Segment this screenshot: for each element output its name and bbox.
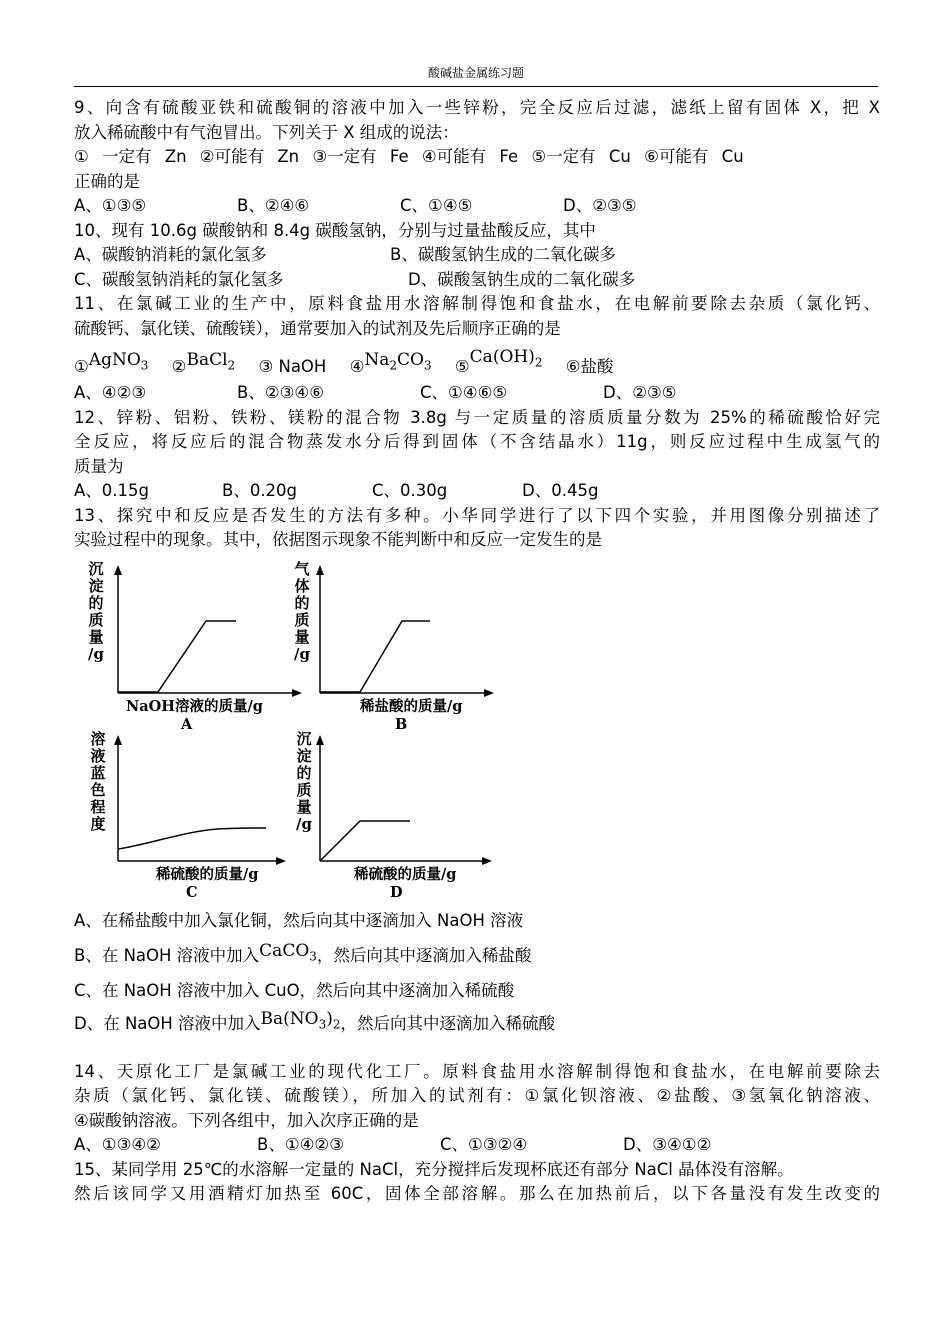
q11-options <box>74 381 880 406</box>
graph-c-xlabel: 稀硫酸的质量/g <box>156 865 259 883</box>
q14-option-c: C、①③②④ <box>440 1135 528 1154</box>
q9-option-d: D、②③⑤ <box>563 196 637 215</box>
graph-d-curve <box>320 821 410 861</box>
graph-c-ylabel: 溶 液 蓝 色 程 度 <box>90 729 106 833</box>
q12-line-1: 12、锌粉、铝粉、铁粉、镁粉的混合物 3.8g 与一定质量的溶质质量分数为 25%的稀硫酸恰好完 <box>74 407 880 427</box>
q9-line-3: ① 一定有 Zn ②可能有 Zn ③一定有 Fe ④可能有 Fe ⑤一定有 Cu ⑥可能有 Cu <box>74 147 744 166</box>
q11-line-2: 硫酸钙、氯化镁、硫酸镁），通常要加入的试剂及先后顺序正确的是 <box>74 318 561 338</box>
q11-option-c: C、①④⑥⑤ <box>420 383 508 402</box>
graph-a-ylabel: 沉 淀 的 质 量 /g <box>88 559 104 663</box>
q11-option-a: A、④②③ <box>74 383 147 402</box>
q10-options-row-1 <box>74 243 880 268</box>
q12-option-d: D、0.45g <box>522 481 599 500</box>
graph-c-curve <box>118 828 266 849</box>
q12-option-b: B、0.20g <box>222 481 298 500</box>
q14-line-3: ④碳酸钠溶液。下列各组中，加入次序正确的是 <box>74 1110 419 1130</box>
graph-a-plot <box>86 561 316 701</box>
q12-option-a: A、0.15g <box>74 481 149 500</box>
q13-option-d: D、在 NaOH 溶液中加入$Ba(NO_3)_2$，然后向其中逐滴加入稀硫酸 <box>74 1008 556 1033</box>
q10-option-b: B、碳酸氢钠生成的二氧化碳多 <box>390 245 616 264</box>
graph-b-plot <box>290 561 520 701</box>
q12-options <box>74 479 880 504</box>
q12-line-2: 全反应，将反应后的混合物蒸发水分后得到固体（不含结晶水）11g，则反应过程中生成氢气的 <box>74 432 880 451</box>
graph-b <box>290 561 520 731</box>
graph-c-letter: C <box>186 883 198 901</box>
graph-b-curve <box>320 621 430 692</box>
graph-d-plot <box>290 731 520 871</box>
q14-option-d: D、③④①② <box>623 1135 712 1154</box>
q9-option-a: A、①③⑤ <box>74 196 147 215</box>
q10-option-a: A、碳酸钠消耗的氯化氢多 <box>74 245 267 264</box>
graph-a-curve <box>118 621 236 692</box>
graph-b-ylabel: 气 体 的 质 量 /g <box>294 559 310 663</box>
q10-option-d: D、碳酸氢钠生成的二氧化碳多 <box>408 269 636 289</box>
graph-d <box>290 731 520 903</box>
q9-option-c: C、①④⑤ <box>400 196 473 215</box>
q13-line-2: 实验过程中的现象。其中，依据图示现象不能判断中和反应一定发生的是 <box>74 530 602 549</box>
graph-d-xlabel: 稀硫酸的质量/g <box>354 865 457 883</box>
graph-a <box>86 561 316 731</box>
q14-line-1: 14、天原化工厂是氯碱工业的现代化工厂。原料食盐用水溶解制得饱和食盐水，在电解前要除去 <box>74 1061 880 1081</box>
graph-d-ylabel: 沉 淀 的 质 量 /g <box>296 729 312 833</box>
q13-graphs <box>74 553 880 903</box>
q13-line-1: 13、探究中和反应是否发生的方法有多种。小华同学进行了以下四个实验，并用图像分别描述了 <box>74 505 880 525</box>
q9-option-b: B、②④⑥ <box>237 196 310 215</box>
q9-options <box>74 194 880 219</box>
q11-reagent-list <box>74 341 880 385</box>
q12-option-c: C、0.30g <box>372 481 448 500</box>
q13-option-b: B、在 NaOH 溶液中加入CaCO$_3$，然后向其中逐滴加入稀盐酸 <box>74 940 532 965</box>
graph-c-plot <box>86 731 316 871</box>
q11-reagent-3: ③ NaOH <box>258 357 327 376</box>
graph-b-xlabel: 稀盐酸的质量/g <box>360 697 463 715</box>
graph-b-letter: B <box>395 715 408 733</box>
q14-option-a: A、①③④② <box>74 1135 161 1154</box>
q9-line-2: 放入稀硫酸中有气泡冒出。下列关于 X 组成的说法： <box>74 122 459 142</box>
q11-option-d: D、②③⑤ <box>603 383 677 402</box>
q11-option-b: B、②③④⑥ <box>237 383 324 402</box>
graph-a-xlabel: NaOH溶液的质量/g <box>126 697 263 715</box>
q12-line-3: 质量为 <box>74 456 124 476</box>
q15-line-1: 15、某同学用 25℃的水溶解一定量的 NaCl，充分搅拌后发现杯底还有部分 NaCl 晶体没有溶解。 <box>74 1159 794 1179</box>
q10-option-c: C、碳酸氢钠消耗的氯化氢多 <box>74 269 284 289</box>
q14-options <box>74 1133 880 1158</box>
page-header-title: 酸碱盐金属练习题 <box>427 66 524 80</box>
q14-line-2: 杂质（氯化钙、氯化镁、硫酸镁），所加入的试剂有：①氯化钡溶液、②盐酸、③氢氧化钠溶液、 <box>74 1086 880 1105</box>
q11-reagent-6: ⑥盐酸 <box>565 357 614 376</box>
q11-reagent-1: ①AgNO$_3$ <box>74 350 149 376</box>
q11-line-1: 11、在氯碱工业的生产中，原料食盐用水溶解制得饱和食盐水，在电解前要除去杂质（氯化钙、 <box>74 294 880 313</box>
q11-reagent-5: $⑤Ca(OH)_2$ <box>454 347 543 376</box>
q11-reagent-4: $④Na_2CO_3$ <box>349 350 432 376</box>
q15-line-2: 然后该同学又用酒精灯加热至 60C，固体全部溶解。那么在加热前后，以下各量没有发生改变的 <box>74 1184 880 1203</box>
q11-reagent-2: ②BaCl$_2$ <box>171 350 236 376</box>
q9-line-1: 9、向含有硫酸亚铁和硫酸铜的溶液中加入一些锌粉，完全反应后过滤，滤纸上留有固体 X，把 X <box>74 98 880 117</box>
spacer <box>74 1040 880 1060</box>
graph-a-letter: A <box>181 715 193 733</box>
document-body <box>74 96 880 1207</box>
q13-option-c: C、在 NaOH 溶液中加入 CuO，然后向其中逐滴加入稀硫酸 <box>74 980 515 1000</box>
header-rule <box>74 86 878 87</box>
graph-c <box>86 731 316 903</box>
graph-d-letter: D <box>390 883 403 901</box>
q13-option-a: A、在稀盐酸中加入氯化铜，然后向其中逐滴加入 NaOH 溶液 <box>74 910 524 930</box>
q14-option-b: B、①④②③ <box>257 1135 344 1154</box>
q10-options-row-2 <box>74 268 880 293</box>
q9-line-4: 正确的是 <box>74 171 140 191</box>
q10-line-1: 10、现有 10.6g 碳酸钠和 8.4g 碳酸氢钠，分别与过量盐酸反应，其中 <box>74 220 596 240</box>
